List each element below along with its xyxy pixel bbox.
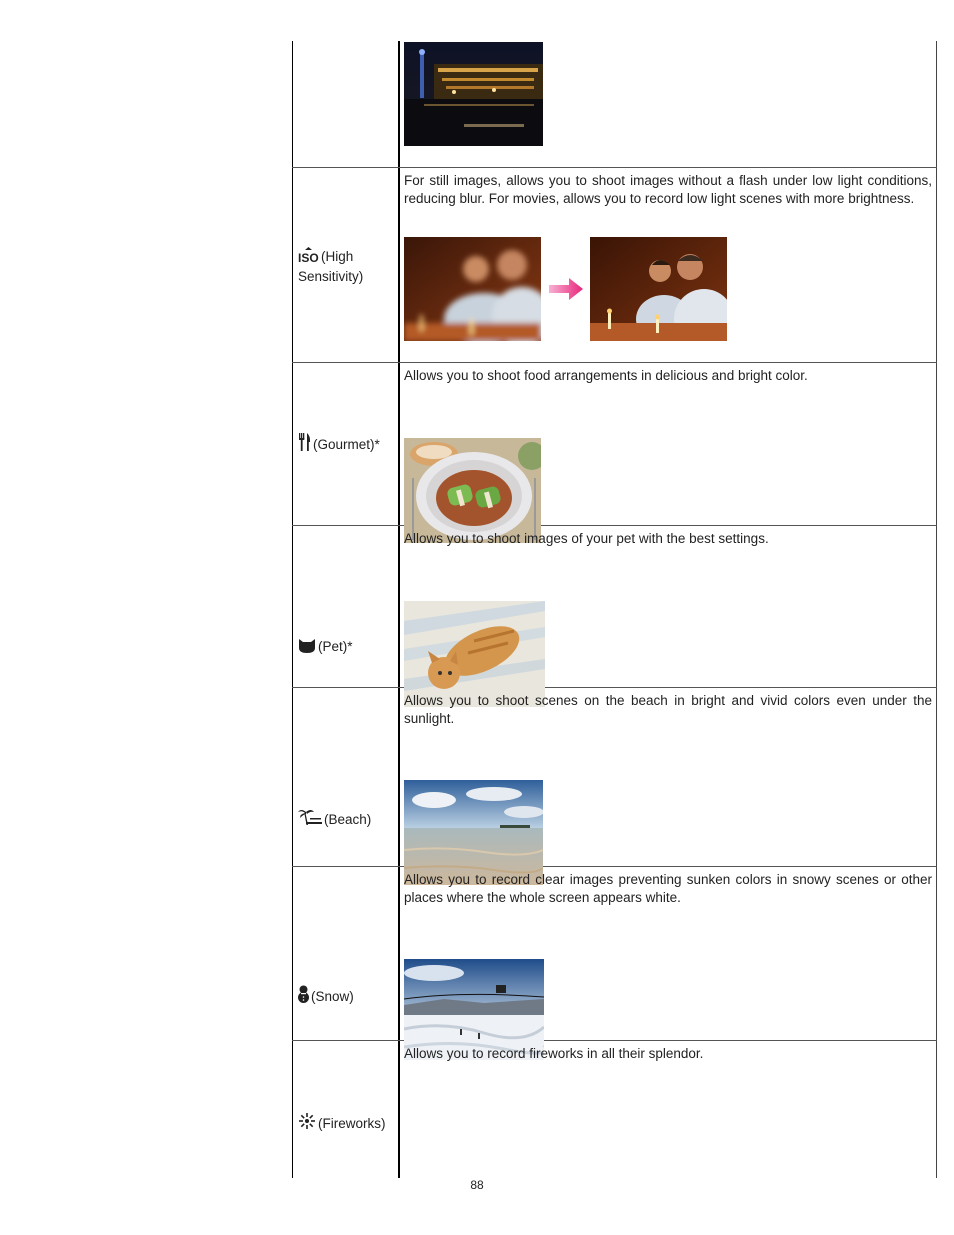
scene-label-text: (Fireworks) [318,1116,386,1131]
scene-label-high-sensitivity [298,247,396,286]
sharp-dinner-sample-photo [590,237,727,341]
scene-description-beach: Allows you to shoot scenes on the beach in bright and vivid colors even under the sunlight. [404,693,932,726]
scene-description-snow: Allows you to record clear images preventing sunken colors in snowy scenes or other places where the whole screen appears white. [404,872,932,905]
page-number: 88 [470,1178,484,1192]
scene-label-text: (Gourmet)* [313,437,380,452]
fork-knife-icon [298,433,311,456]
scene-label-fireworks [298,1112,396,1135]
blurred-dinner-sample-photo [404,237,541,341]
scene-label-text: (High Sensitivity) [298,249,364,284]
table-row-beach [292,688,937,866]
table-row-snow [292,867,937,1040]
snowman-icon [298,985,309,1008]
scene-description-fireworks: Allows you to record fireworks in all their splendor. [404,1046,704,1061]
table-row-high-sensitivity [292,168,937,362]
iso-high-sensitivity-icon [298,247,319,268]
fireworks-icon [298,1112,316,1135]
table-row-pet [292,526,937,687]
svg-text:ISO: ISO [298,251,319,263]
arrow-right-icon [549,278,583,300]
scene-label-beach [298,808,396,831]
scene-description-gourmet: Allows you to shoot food arrangements in delicious and bright color. [404,368,808,383]
scene-description-high-sensitivity: For still images, allows you to shoot images without a flash under low light conditions, reducing blur. For movies, allows you to record low light scenes with more brightness. [404,173,932,206]
table-row-night-scene [292,41,937,167]
scene-label-text: (Snow) [311,989,354,1004]
palm-tree-beach-icon [298,808,322,831]
table-row-fireworks [292,1041,937,1178]
night-scene-sample-photo [404,42,543,146]
cat-face-icon [298,637,316,658]
table-row-gourmet [292,363,937,525]
scene-label-text: (Beach) [324,812,372,827]
scene-description-pet: Allows you to shoot images of your pet with the best settings. [404,531,769,546]
scene-label-snow [298,985,396,1008]
scene-selection-table [292,41,937,1178]
scene-label-pet [298,637,396,658]
scene-label-text: (Pet)* [318,639,353,654]
scene-label-gourmet [298,433,396,456]
